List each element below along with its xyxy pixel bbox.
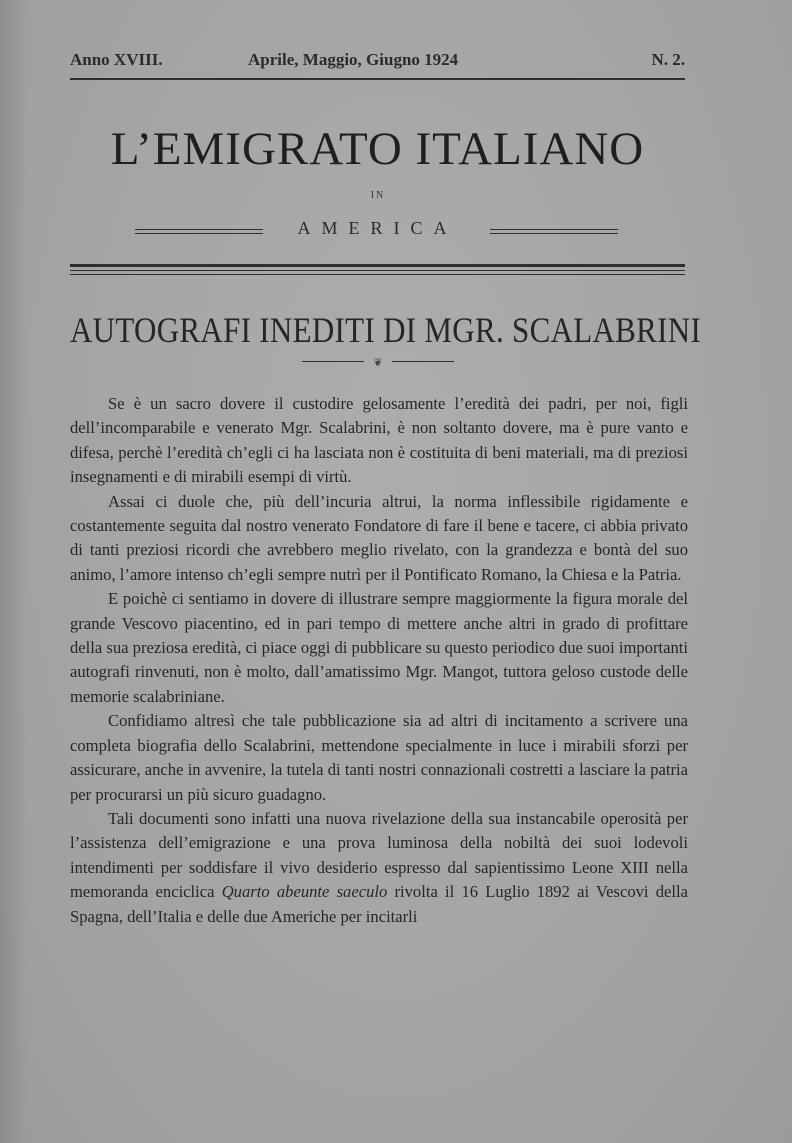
- paragraph-5-lead: Tali documenti sono infatti una nuova rivelazione della sua instancabile operosità per l’assistenza dell’emigrazione e una prova luminosa della nobiltà dei suoi lodevoli intendimenti per soddisfare il vivo desiderio espresso dal sapientissimo Leone XIII nella memoranda enciclica: [70, 808, 688, 902]
- masthead-rule-thick: [70, 264, 685, 267]
- america-right-line-2: [490, 233, 618, 234]
- ornament-right-line: [392, 361, 454, 362]
- article-title: AUTOGRAFI INEDITI DI MGR. SCALABRINI: [70, 310, 702, 351]
- paragraph-5: [70, 807, 688, 929]
- america-left-line: [135, 229, 263, 230]
- paragraph-3: E poichè ci sentiamo in dovere di illustrare sempre maggiormente la figura morale del grande Vescovo piacentino, ed in pari tempo di mettere anche altri in grado di profittare della sua preziosa eredità, ci piace oggi di pubblicare su questo periodico due suoi importanti autografi rinvenuti, non è molto, dall’amatissimo Mgr. Mangot, tuttora geloso custode delle memorie scalabriniane.: [70, 589, 688, 706]
- issue-number: N. 2.: [651, 50, 685, 69]
- paragraph-1: Se è un sacro dovere il custodire gelosamente l’eredità dei padri, per noi, figli dell’incomparabile e venerato Mgr. Scalabrini, è non soltanto dovere, ma è pure vanto e difesa, perchè l’eredità ch’egli ci ha lasciata non è costituita di beni materiali, ma di preziosi insegnamenti e di mirabili esempi di virtù.: [70, 394, 688, 487]
- journal-title: L’EMIGRATO ITALIANO: [110, 123, 645, 175]
- article-body: [70, 392, 688, 929]
- binding-shadow: [0, 0, 28, 1143]
- america-right-line: [490, 229, 618, 230]
- header-rule: [70, 78, 685, 80]
- masthead-rule-thin-1: [70, 270, 685, 271]
- masthead-rule-thin-2: [70, 274, 685, 275]
- paragraph-4: Confidiamo altresì che tale pubblicazione sia ad altri di incitamento a scrivere una completa biografia dello Scalabrini, mettendone specialmente in luce i mirabili sforzi per assicurare, anche in avvenire, la tutela di tanti nostri connazionali costretti a lasciare la patria per procurarsi un più sicuro guadagno.: [70, 711, 688, 804]
- paragraph-5-tail: rivolta il 16 Luglio 1892 ai Vescovi della Spagna, dell’Italia e delle due Americhe per incitarli: [70, 882, 688, 926]
- ornament-left-line: [302, 361, 364, 362]
- ornament-icon: ❦: [373, 356, 383, 369]
- title-america: AMERICA: [297, 218, 458, 238]
- issue-date: Aprile, Maggio, Giugno 1924: [248, 50, 459, 69]
- title-in-word: IN: [370, 190, 386, 201]
- issue-header: [70, 50, 685, 76]
- america-left-line-2: [135, 233, 263, 234]
- paragraph-2: Assai ci duole che, più dell’incuria altrui, la norma inflessibile rigidamente e costantemente seguita dal nostro venerato Fondatore di fare il bene e tacere, ci abbia privato di tanti preziosi ricordi che avrebbero meglio rivelato, con la grandezza e bontà del suo animo, l’amore intenso ch’egli sempre nutrì per il Pontificato Romano, la Chiesa e la Patria.: [70, 491, 688, 584]
- volume-label: Anno XVIII.: [70, 50, 163, 69]
- encyclical-title: Quarto abeunte saeculo: [221, 882, 388, 902]
